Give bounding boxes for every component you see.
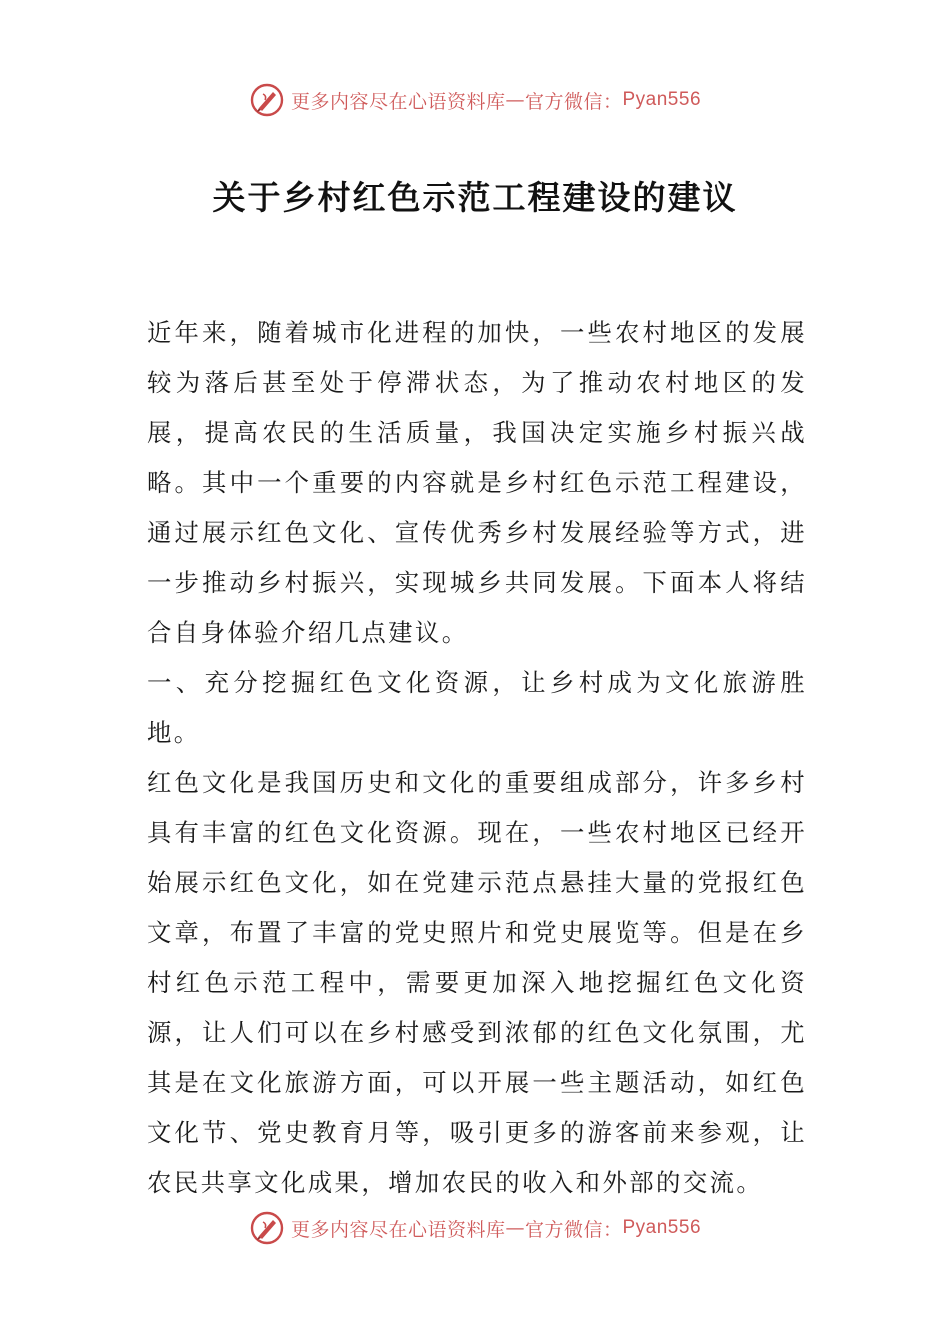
footer-banner bbox=[0, 1208, 950, 1248]
banner-wechat-id: Pyan556 bbox=[622, 89, 702, 110]
document-body bbox=[147, 308, 807, 1208]
section-paragraph-1: 红色文化是我国历史和文化的重要组成部分，许多乡村具有丰富的红色文化资源。现在，一些农村地区已经开始展示红色文化，如在党建示范点悬挂大量的党报红色文章，布置了丰富的党史照片和党史展览等。但是在乡村红色示范工程中，需要更加深入地挖掘红色文化资源，让人们可以在乡村感受到浓郁的红色文化氛围，尤其是在文化旅游方面，可以开展一些主题活动，如红色文化节、党史教育月等，吸引更多的游客前来参观，让农民共享文化成果，增加农民的收入和外部的交流。 bbox=[147, 768, 807, 1197]
banner-brand-text: 更多内容尽在心语资料库 bbox=[290, 90, 506, 113]
pen-nib-logo-icon bbox=[249, 82, 285, 118]
footer-wechat-id: Pyan556 bbox=[622, 1217, 702, 1238]
header-banner bbox=[0, 80, 950, 120]
section-heading-1: 一、充分挖掘红色文化资源，让乡村成为文化旅游胜地。 bbox=[147, 668, 807, 747]
intro-paragraph: 近年来，随着城市化进程的加快，一些农村地区的发展较为落后甚至处于停滞状态，为了推动农村地区的发展，提高农民的生活质量，我国决定实施乡村振兴战略。其中一个重要的内容就是乡村红色示范工程建设，通过展示红色文化、宣传优秀乡村发展经验等方式，进一步推动乡村振兴，实现城乡共同发展。下面本人将结合自身体验介绍几点建议。 bbox=[147, 318, 807, 647]
footer-separator: — bbox=[505, 1217, 525, 1239]
banner-separator: — bbox=[505, 89, 525, 111]
pen-nib-logo-icon bbox=[249, 1210, 285, 1246]
footer-wechat-label: 官方微信： bbox=[524, 1218, 623, 1241]
footer-brand-text: 更多内容尽在心语资料库 bbox=[290, 1218, 506, 1241]
banner-wechat-label: 官方微信： bbox=[524, 90, 623, 113]
document-title: 关于乡村红色示范工程建设的建议 bbox=[212, 178, 738, 217]
